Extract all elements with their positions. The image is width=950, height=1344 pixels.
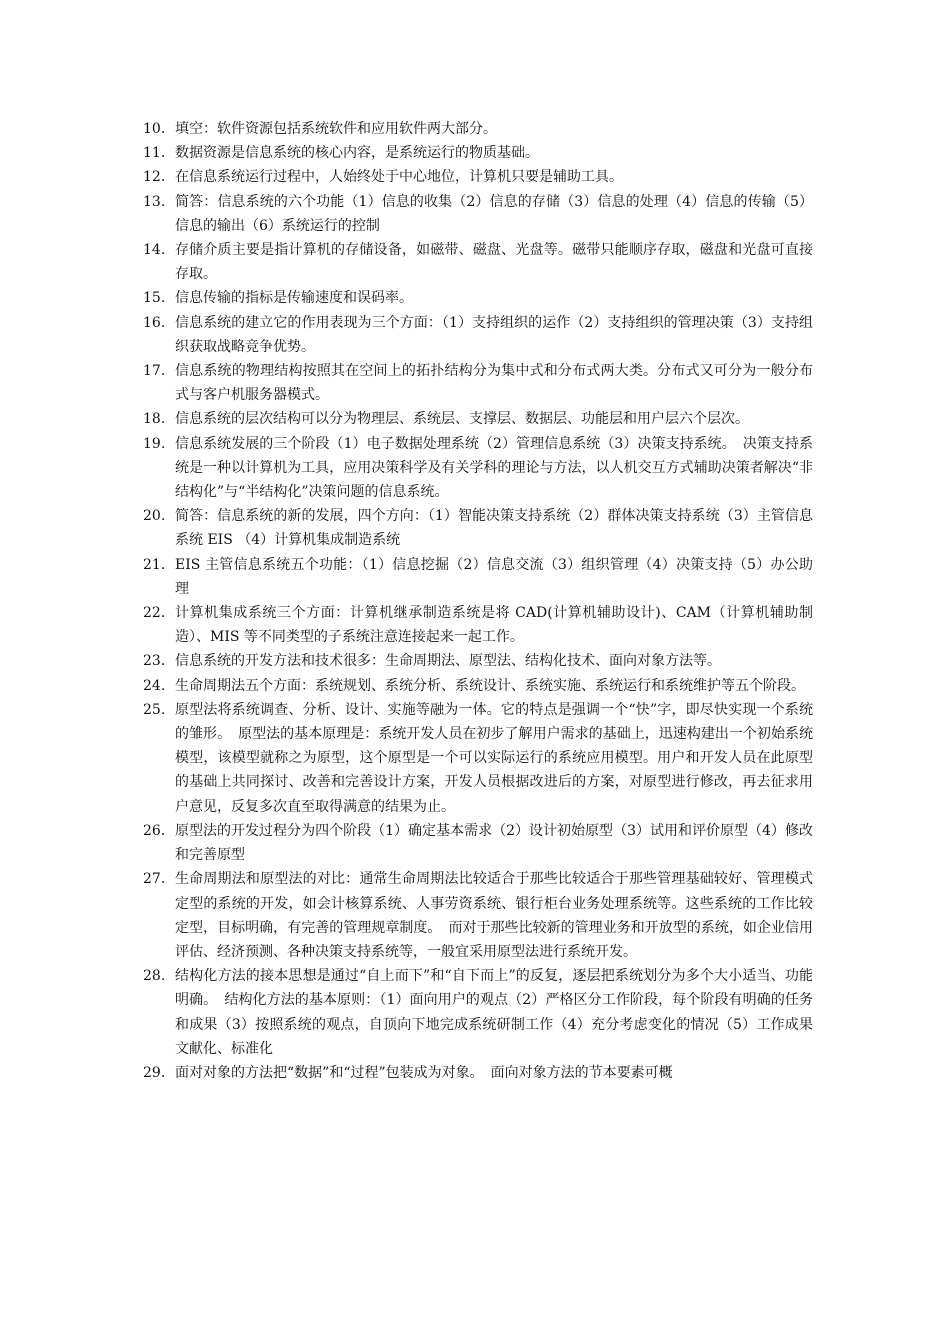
item-number: 28.: [143, 968, 166, 985]
item-text: 原型法将系统调查、分析、设计、实施等融为一体。它的特点是强调一个“快”字，即尽快实现一个系统的雏形。 原型法的基本原理是：系统开发人员在初步了解用户需求的基础上，迅速构建出一个初始系统模型，该模型就称之为原型，这个原型是一个可以实际运行的系统应用模型。用户和开发人员在此原型的基础上共同探讨、改善和完善设计方案，开发人员根据改进后的方案，对原型进行修改，再去征求用户意见，反复多次直至取得满意的结果为止。: [175, 701, 813, 815]
item-number: 13.: [143, 193, 166, 210]
list-item: [143, 649, 813, 673]
item-number: 29.: [143, 1064, 166, 1081]
item-text: EIS 主管信息系统五个功能：（1）信息挖掘（2）信息交流（3）组织管理（4）决策支持（5）办公助理: [175, 556, 813, 597]
list-item: [143, 698, 813, 819]
numbered-notes-list: [143, 117, 813, 1085]
list-item: [143, 141, 813, 165]
item-text: 信息系统的开发方法和技术很多：生命周期法、原型法、结构化技术、面向对象方法等。: [175, 653, 721, 670]
item-text: 信息系统发展的三个阶段（1）电子数据处理系统（2）管理信息系统（3）决策支持系统。 决策支持系统是一种以计算机为工具，应用决策科学及有关学科的理论与方法，以人机交互方式辅助决策者解决“非结构化”与“半结构化”决策问题的信息系统。: [175, 435, 813, 501]
list-item: [143, 117, 813, 141]
item-text: 生命周期法五个方面：系统规划、系统分析、系统设计、系统实施、系统运行和系统维护等五个阶段。: [175, 677, 805, 694]
list-item: [143, 286, 813, 310]
item-number: 15.: [143, 290, 166, 307]
item-number: 27.: [143, 871, 166, 888]
item-number: 22.: [143, 605, 166, 622]
list-item: [143, 819, 813, 867]
item-text: 简答：信息系统的六个功能（1）信息的收集（2）信息的存储（3）信息的处理（4）信息的传输（5）信息的输出（6）系统运行的控制: [175, 193, 813, 234]
item-number: 20.: [143, 508, 166, 525]
item-text: 面对对象的方法把“数据”和“过程”包装成为对象。 面向对象方法的节本要素可概: [175, 1064, 673, 1081]
item-text: 信息传输的指标是传输速度和误码率。: [175, 290, 413, 307]
item-text: 计算机集成系统三个方面：计算机继承制造系统是将 CAD(计算机辅助设计)、CAM（计算机辅助制造）、MIS 等不同类型的子系统注意连接起来一起工作。: [175, 605, 813, 646]
list-item: [143, 601, 813, 649]
item-number: 18.: [143, 411, 166, 428]
item-text: 数据资源是信息系统的核心内容，是系统运行的物质基础。: [175, 145, 539, 162]
item-number: 12.: [143, 169, 166, 186]
list-item: [143, 1061, 813, 1085]
item-number: 10.: [143, 121, 166, 137]
item-number: 14.: [143, 242, 166, 259]
item-text: 信息系统的建立它的作用表现为三个方面：（1）支持组织的运作（2）支持组织的管理决策（3）支持组织获取战略竞争优势。: [175, 314, 813, 355]
item-number: 17.: [143, 363, 166, 380]
item-number: 25.: [143, 701, 166, 718]
list-item: [143, 238, 813, 286]
item-text: 在信息系统运行过程中，人始终处于中心地位，计算机只要是辅助工具。: [175, 169, 623, 186]
item-number: 19.: [143, 435, 166, 452]
item-number: 21．: [143, 556, 175, 573]
item-text: 原型法的开发过程分为四个阶段（1）确定基本需求（2）设计初始原型（3）试用和评价原型（4）修改和完善原型: [175, 822, 813, 864]
item-text: 存储介质主要是指计算机的存储设备，如磁带、磁盘、光盘等。磁带只能顺序存取，磁盘和光盘可直接存取。: [175, 242, 813, 283]
list-item: [143, 553, 813, 601]
list-item: [143, 674, 813, 698]
item-text: 信息系统的层次结构可以分为物理层、系统层、支撑层、数据层、功能层和用户层六个层次。: [175, 411, 749, 428]
item-number: 23.: [143, 653, 166, 670]
list-item: [143, 311, 813, 359]
list-item: [143, 964, 813, 1061]
list-item: [143, 504, 813, 552]
item-number: 16.: [143, 314, 166, 331]
item-number: 26．: [143, 822, 175, 839]
list-item: [143, 867, 813, 964]
item-text: 结构化方法的接本思想是通过“自上而下”和“自下而上”的反复，逐层把系统划分为多个大小适当、功能明确。 结构化方法的基本原则：（1）面向用户的观点（2）严格区分工作阶段，每个阶段有明确的任务和成果（3）按照系统的观点，自顶向下地完成系统研制工作（4）充分考虑变化的情况（5）工作成果文献化、标准化: [175, 968, 813, 1057]
list-item: [143, 407, 813, 431]
item-number: 11.: [143, 145, 166, 162]
list-item: [143, 432, 813, 505]
list-item: [143, 190, 813, 238]
item-text: 信息系统的物理结构按照其在空间上的拓扑结构分为集中式和分布式两大类。分布式又可分为一般分布式与客户机服务器模式。: [175, 363, 813, 404]
item-text: 生命周期法和原型法的对比：通常生命周期法比较适合于那些比较适合于那些管理基础较好、管理模式定型的系统的开发，如会计核算系统、人事劳资系统、银行柜台业务处理系统等。这些系统的工作比较定型，目标明确，有完善的管理规章制度。 而对于那些比较新的管理业务和开放型的系统，如企业信用评估、经济预测、各种决策支持系统等，一般宜采用原型法进行系统开发。: [175, 871, 813, 960]
list-item: [143, 165, 813, 189]
list-item: [143, 359, 813, 407]
item-text: 填空：软件资源包括系统软件和应用软件两大部分。: [175, 121, 497, 137]
item-text: 简答：信息系统的新的发展，四个方向：（1）智能决策支持系统（2）群体决策支持系统（3）主管信息系统 EIS （4）计算机集成制造系统: [175, 508, 813, 549]
item-number: 24.: [143, 677, 166, 694]
